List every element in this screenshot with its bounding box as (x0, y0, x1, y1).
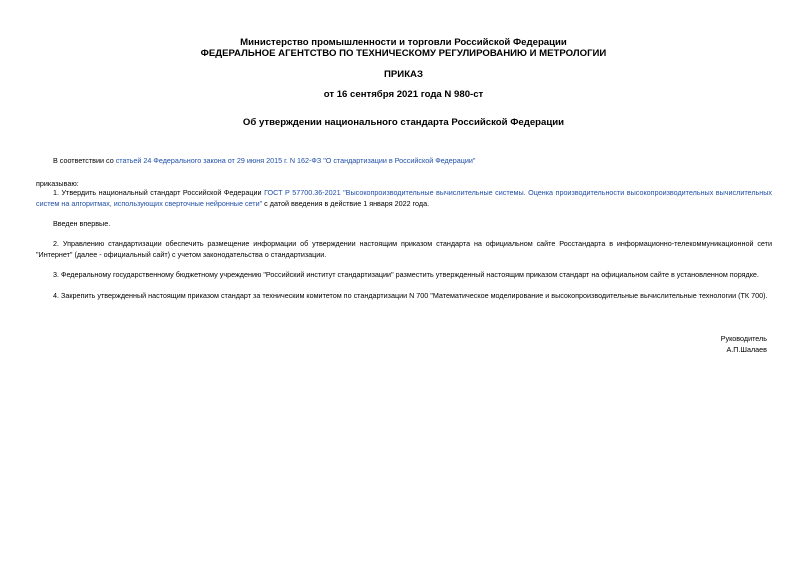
preamble-prefix: В соответствии со (53, 156, 116, 165)
federal-law-link[interactable]: статьей 24 Федерального закона от 29 июня 2015 г. N 162-ФЗ "О стандартизации в Российской Федерации" (115, 156, 476, 165)
document-type: ПРИКАЗ (384, 69, 423, 80)
document-title: Об утверждении национального стандарта Российской Федерации (242, 117, 565, 128)
document-date-number: от 16 сентября 2021 года N 980-ст (323, 89, 484, 100)
introduced-note: Введен впервые. (53, 219, 111, 228)
signatory-position: Руководитель (720, 334, 767, 343)
signature-block (721, 333, 767, 355)
item-1-paragraph (36, 187, 772, 209)
item-3-paragraph: 3. Федеральному государственному бюджетному учреждению "Российский институт стандартизации" разместить утвержденный настоящим приказом стандарт на официальном сайте в установленном порядке. (53, 270, 759, 279)
ministry-name: Министерство промышленности и торговли Российской Федерации (240, 37, 567, 48)
item-1-prefix: 1. Утвердить национальный стандарт Российской Федерации (53, 188, 265, 197)
item-4-paragraph: 4. Закрепить утвержденный настоящим приказом стандарт за техническим комитетом по стандартизации N 700 "Математическое моделирование и высокопроизводительные вычислительные технологии (ТК 700). (53, 291, 768, 300)
preamble-paragraph (36, 155, 771, 166)
item-2-paragraph: 2. Управлению стандартизации обеспечить размещение информации об утверждении настоящим приказом стандарта на официальном сайте Росстандарта в информационно-телекоммуникационной сети "Интернет" (далее - официальный сайт) с учетом законодательства о стандартизации. (36, 239, 772, 259)
item-1-suffix: с датой введения в действие 1 января 2022 года. (262, 199, 430, 208)
agency-name: ФЕДЕРАЛЬНОЕ АГЕНТСТВО ПО ТЕХНИЧЕСКОМУ РЕГУЛИРОВАНИЮ И МЕТРОЛОГИИ (200, 48, 607, 59)
signatory-name: А.П.Шалаев (726, 345, 767, 354)
gost-standard-link[interactable]: ГОСТ Р 57700.36-2021 "Высокопроизводительные вычислительные системы. Оценка производительности высокопроизводительных вычислительных систем на алгоритмах, использующих сверточные нейронные сети" (36, 188, 772, 208)
order-word: приказываю: (36, 179, 79, 188)
